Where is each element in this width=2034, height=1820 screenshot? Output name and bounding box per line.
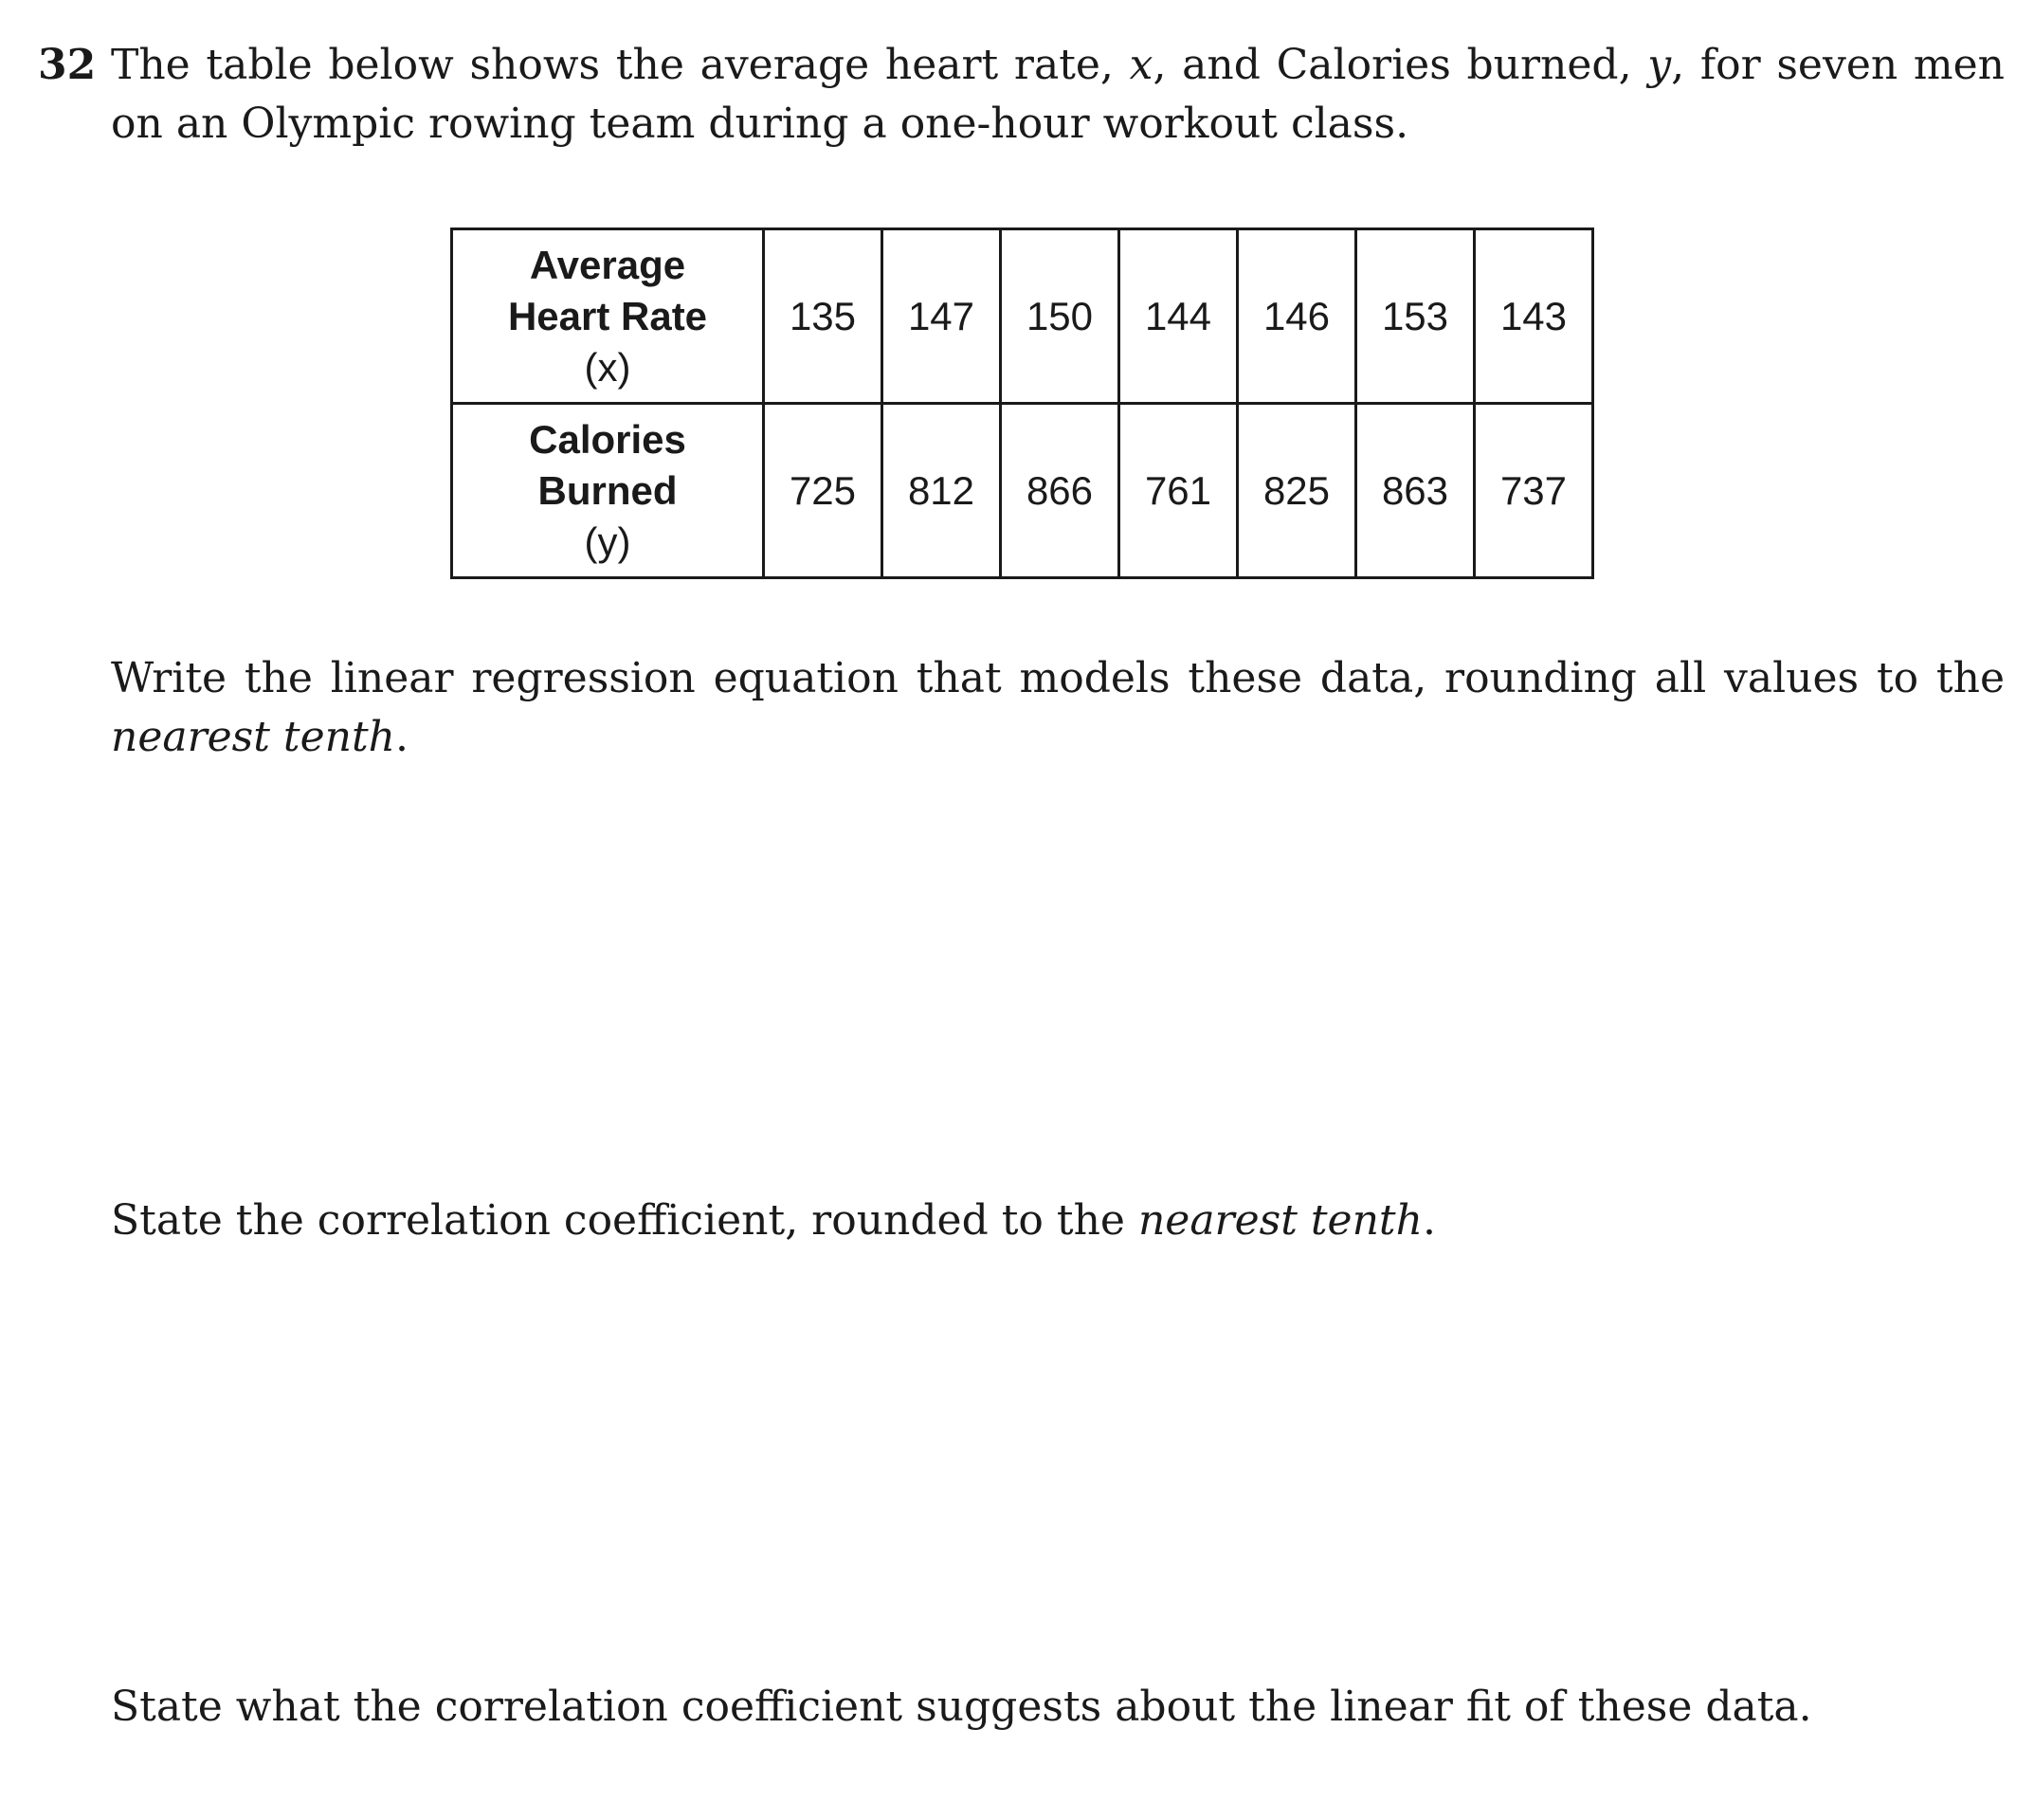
table-cell: 725 — [764, 404, 882, 578]
table-cell: 146 — [1238, 229, 1356, 404]
table-cell: 866 — [1001, 404, 1119, 578]
part-a-emphasis: nearest tenth — [111, 713, 396, 761]
row-header-line: Heart Rate — [507, 293, 708, 338]
table-cell: 863 — [1356, 404, 1475, 578]
part-b-end: . — [1422, 1196, 1436, 1245]
row-header-variable: (x) — [584, 344, 631, 390]
data-table — [450, 228, 1594, 579]
stem-text-1: The table below shows the average heart rate, — [111, 41, 1130, 89]
table-cell: 761 — [1119, 404, 1238, 578]
part-b-prompt — [38, 1192, 2005, 1250]
part-b-text: State the correlation coefficient, rounded to the — [111, 1196, 1138, 1245]
table-cell: 150 — [1001, 229, 1119, 404]
question-number: 32 — [38, 41, 97, 89]
variable-x: x — [1129, 41, 1153, 89]
table-cell: 147 — [882, 229, 1001, 404]
table-row-calories — [452, 404, 1593, 578]
row-header-calories — [452, 404, 764, 578]
part-a-text: Write the linear regression equation that models these data, rounding all values to the — [111, 654, 2005, 702]
row-header-heart-rate — [452, 229, 764, 404]
part-c-text: State what the correlation coefficient suggests about the linear fit of these data. — [111, 1683, 1812, 1731]
row-header-variable: (y) — [584, 519, 631, 564]
row-header-line: Calories — [529, 416, 686, 462]
table-cell: 812 — [882, 404, 1001, 578]
stem-text-2: , and Calories burned, — [1153, 41, 1648, 89]
table-cell: 737 — [1475, 404, 1593, 578]
stem-text-3: , for seven men on an Olympic rowing team during a one-hour workout class. — [111, 41, 2005, 148]
row-header-line: Average — [529, 242, 686, 287]
part-a-prompt — [38, 649, 2005, 767]
table-cell: 153 — [1356, 229, 1475, 404]
part-b-emphasis: nearest tenth — [1137, 1196, 1423, 1245]
part-c-prompt — [38, 1678, 2005, 1737]
table-cell: 144 — [1119, 229, 1238, 404]
table-cell: 825 — [1238, 404, 1356, 578]
part-a-end: . — [395, 713, 409, 761]
variable-y: y — [1647, 41, 1672, 89]
row-header-line: Burned — [537, 467, 678, 513]
table-row-heart-rate — [452, 229, 1593, 404]
table-cell: 135 — [764, 229, 882, 404]
table-cell: 143 — [1475, 229, 1593, 404]
question-stem — [111, 36, 2005, 154]
